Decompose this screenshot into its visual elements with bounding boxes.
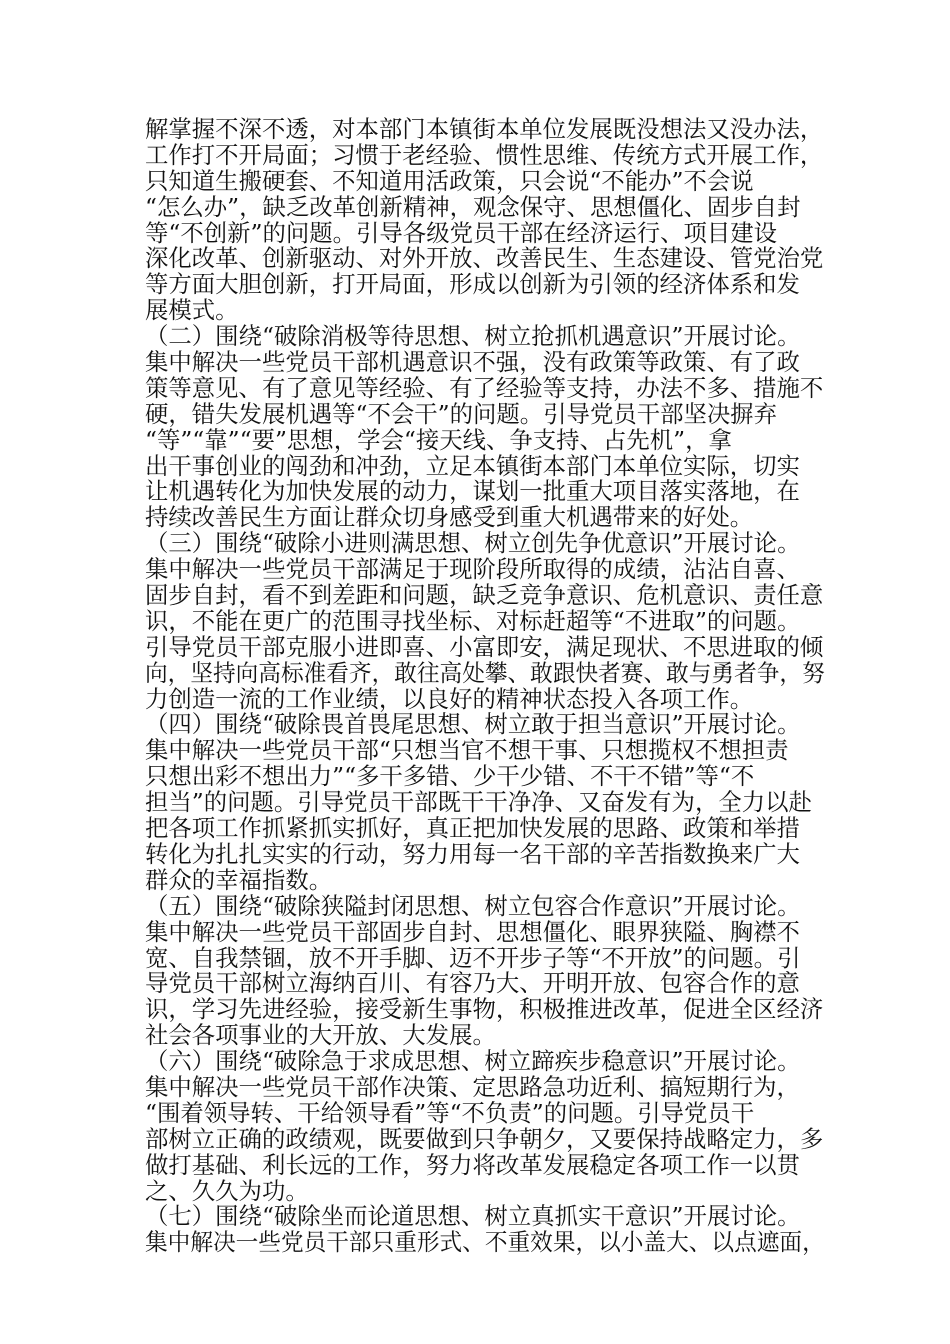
text-line: 策等意见、有了意见等经验、有了经验等支持，办法不多、措施不 [145,373,824,402]
text-line: 只想出彩不想出力”“多干多错、少干少错、不干不错”等“不 [145,762,755,791]
section-heading-2: （二）围绕“破除消极等待思想、树立抢抓机遇意识”开展讨论。 [145,322,801,351]
text-line: 固步自封，看不到差距和问题，缺乏竞争意识、危机意识、责任意 [145,581,824,610]
section-heading-5: （五）围绕“破除狭隘封闭思想、树立包容合作意识”开展讨论。 [145,891,801,920]
text-line: 导党员干部树立海纳百川、有容乃大、开明开放、包容合作的意 [145,969,800,998]
text-line: 等“不创新”的问题。引导各级党员干部在经济运行、项目建设 [145,218,778,247]
text-line: 硬，错失发展机遇等“不会干”的问题。引导党员干部坚决摒弃 [145,399,778,428]
text-line: 出干事创业的闯劲和冲劲，立足本镇街本部门本单位实际，切实 [145,451,800,480]
section-heading-6: （六）围绕“破除急于求成思想、树立蹄疾步稳意识”开展讨论。 [145,1047,801,1076]
section-heading-3: （三）围绕“破除小进则满思想、树立创先争优意识”开展讨论。 [145,529,801,558]
text-line: 让机遇转化为加快发展的动力，谋划一批重大项目落实落地，在 [145,477,800,506]
text-line: 集中解决一些党员干部固步自封、思想僵化、眼界狭隘、胸襟不 [145,917,800,946]
text-line: 做打基础、利长远的工作，努力将改革发展稳定各项工作一以贯 [145,1150,800,1179]
text-line: 部树立正确的政绩观，既要做到只争朝夕，又要保持战略定力，多 [145,1124,824,1153]
text-line: 工作打不开局面；习惯于老经验、惯性思维、传统方式开展工作， [145,140,824,169]
text-line: 集中解决一些党员干部作决策、定思路急功近利、搞短期行为， [145,1072,800,1101]
text-line: 集中解决一些党员干部满足于现阶段所取得的成绩，沾沾自喜、 [145,555,800,584]
section-heading-4: （四）围绕“破除畏首畏尾思想、树立敢于担当意识”开展讨论。 [145,710,801,739]
text-line: “围着领导转、干给领导看”等“不负责”的问题。引导党员干 [145,1098,755,1127]
text-line: 集中解决一些党员干部“只想当官不想干事、只想揽权不想担责 [145,736,789,765]
text-line: 识，学习先进经验，接受新生事物，积极推进改革，促进全区经济 [145,995,824,1024]
text-line: 社会各项事业的大开放、大发展。 [145,1021,496,1050]
text-line: 群众的幸福指数。 [145,865,333,894]
text-line: 持续改善民生方面让群众切身感受到重大机遇带来的好处。 [145,503,754,532]
text-line: 之、久久为功。 [145,1176,309,1205]
text-line: 只知道生搬硬套、不知道用活政策，只会说“不能办”不会说 [145,166,754,195]
text-line: 把各项工作抓紧抓实抓好，真正把加快发展的思路、政策和举措 [145,814,800,843]
text-line: 力创造一流的工作业绩，以良好的精神状态投入各项工作。 [145,684,754,713]
text-line: 集中解决一些党员干部机遇意识不强，没有政策等政策、有了政 [145,348,800,377]
text-line: “怎么办”，缺乏改革创新精神，观念保守、思想僵化、固步自封 [145,192,801,221]
text-line: 转化为扎扎实实的行动，努力用每一名干部的辛苦指数换来广大 [145,839,800,868]
text-line: 识，不能在更广的范围寻找坐标、对标赶超等“不进取”的问题。 [145,606,801,635]
text-line: 宽、自我禁锢，放不开手脚、迈不开步子等“不开放”的问题。引 [145,943,801,972]
text-line: 集中解决一些党员干部只重形式、不重效果，以小盖大、以点遮面， [145,1228,825,1257]
text-line: 担当”的问题。引导党员干部既干干净净、又奋发有为，全力以赴 [145,788,812,817]
text-line: 展模式。 [145,296,239,325]
text-line: 等方面大胆创新，打开局面，形成以创新为引领的经济体系和发 [145,270,800,299]
section-heading-7: （七）围绕“破除坐而论道思想、树立真抓实干意识”开展讨论。 [145,1202,801,1231]
text-line: 深化改革、创新驱动、对外开放、改善民生、生态建设、管党治党 [145,244,824,273]
text-line: 解掌握不深不透，对本部门本镇街本单位发展既没想法又没办法， [145,115,824,143]
text-line: 引导党员干部克服小进即喜、小富即安，满足现状、不思进取的倾 [145,632,824,661]
text-line: 向，坚持向高标准看齐，敢往高处攀、敢跟快者赛、敢与勇者争，努 [145,658,825,687]
document-body [145,117,825,1256]
text-line: “等”“靠”“要”思想，学会“接天线、争支持、占先机”，拿 [145,425,732,454]
